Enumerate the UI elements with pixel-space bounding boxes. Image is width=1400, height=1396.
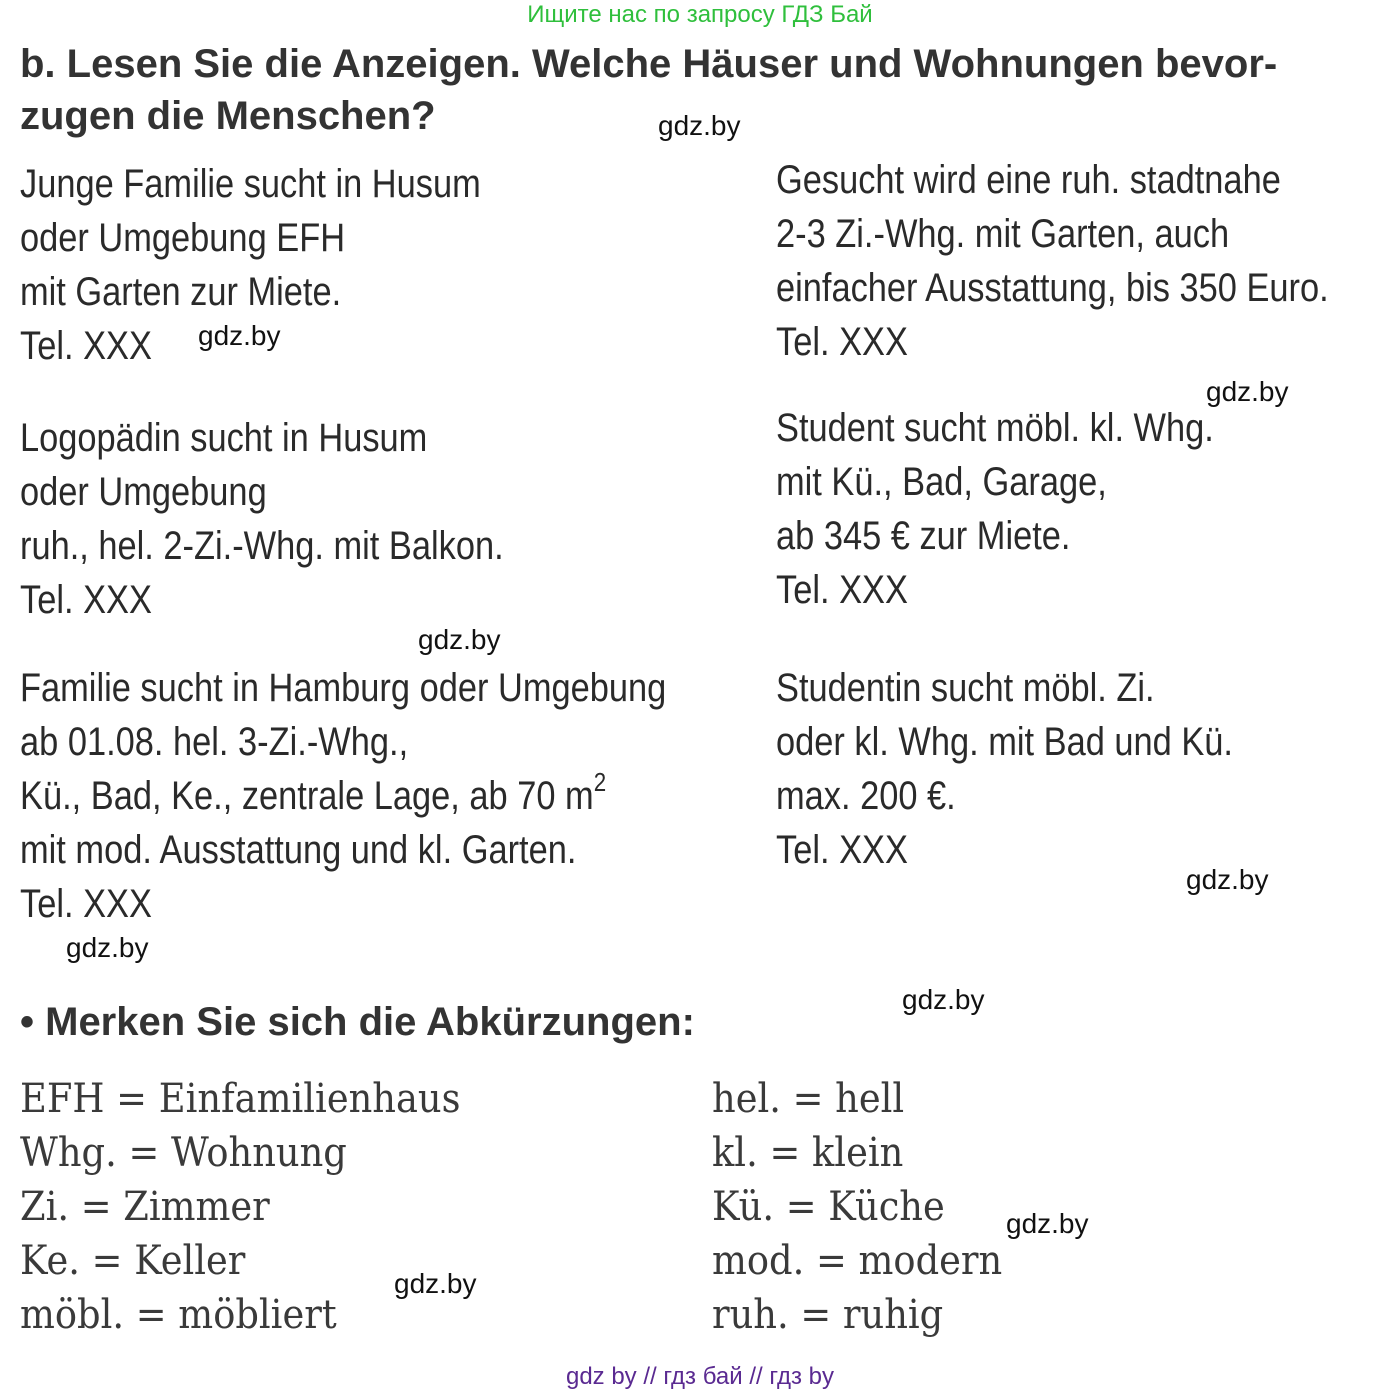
ad-line: oder kl. Whg. mit Bad und Kü. — [776, 720, 1233, 764]
watermark: gdz.by — [658, 110, 741, 141]
ad-line: 2-3 Zi.-Whg. mit Garten, auch — [776, 212, 1230, 256]
watermark: gdz.by — [418, 624, 501, 655]
abbreviation-item: hel. = hell — [712, 1076, 905, 1122]
watermark: gdz.by — [902, 984, 985, 1015]
ad-line: ab 345 € zur Miete. — [776, 514, 1071, 558]
abbreviations-left — [20, 1072, 461, 1342]
abbreviation-item: ruh. = ruhig — [712, 1292, 944, 1338]
watermark: gdz.by — [1006, 1208, 1089, 1239]
abbreviations-right — [712, 1072, 1002, 1342]
ad-line: Gesucht wird eine ruh. stadtnahe — [776, 158, 1281, 202]
abbreviation-item: Whg. = Wohnung — [20, 1130, 347, 1176]
abbreviation-item: möbl. = möbliert — [20, 1292, 337, 1338]
ad-female-student — [776, 661, 1233, 877]
ad-line: mit mod. Ausstattung und kl. Garten. — [20, 828, 577, 872]
ad-line: ab 01.08. hel. 3-Zi.-Whg., — [20, 720, 409, 764]
abbreviation-item: EFH = Einfamilienhaus — [20, 1076, 461, 1122]
ad-line: max. 200 €. — [776, 774, 956, 818]
ad-speech-therapist — [20, 411, 504, 627]
heading-line-1: b. Lesen Sie die Anzeigen. Welche Häuser und Wohnungen bevor- — [20, 42, 1278, 86]
ad-line: Studentin sucht möbl. Zi. — [776, 666, 1155, 710]
footer-links: gdz by // гдз бай // гдз by — [565, 1363, 835, 1390]
ad-line: Junge Familie sucht in Husum — [20, 162, 481, 206]
ad-wanted-flat — [776, 153, 1329, 369]
ad-line: Tel. XXX — [20, 882, 152, 926]
ad-line: mit Garten zur Miete. — [20, 270, 342, 314]
ad-line: Tel. XXX — [20, 578, 152, 622]
ad-line: Tel. XXX — [20, 324, 152, 368]
abbreviation-item: kl. = klein — [712, 1130, 904, 1176]
ad-line: Tel. XXX — [776, 828, 908, 872]
search-banner: Ищите нас по запросу ГДЗ Бай — [527, 1, 873, 28]
ad-line: oder Umgebung — [20, 470, 267, 514]
ad-line: Logopädin sucht in Husum — [20, 416, 428, 460]
ad-family-hamburg — [20, 661, 666, 931]
ad-line: ruh., hel. 2-Zi.-Whg. mit Balkon. — [20, 524, 504, 568]
superscript-2: 2 — [593, 767, 607, 797]
ad-line: einfacher Ausstattung, bis 350 Euro. — [776, 266, 1329, 310]
ad-line: Tel. XXX — [776, 568, 908, 612]
watermark: gdz.by — [1186, 864, 1269, 895]
abbreviation-item: Kü. = Küche — [712, 1184, 945, 1230]
watermark: gdz.by — [66, 932, 149, 963]
ad-line: mit Kü., Bad, Garage, — [776, 460, 1107, 504]
abbreviations-heading: • Merken Sie sich die Abkürzungen: — [20, 1000, 695, 1044]
watermark: gdz.by — [394, 1268, 477, 1299]
ad-line: oder Umgebung EFH — [20, 216, 346, 260]
ad-line: Tel. XXX — [776, 320, 908, 364]
ad-line: Student sucht möbl. kl. Whg. — [776, 406, 1214, 450]
abbreviation-item: Ke. = Keller — [20, 1238, 246, 1284]
heading-line-2: zugen die Menschen? — [20, 94, 436, 138]
ad-line: Familie sucht in Hamburg oder Umgebung — [20, 666, 667, 710]
watermark: gdz.by — [198, 320, 281, 351]
watermark: gdz.by — [1206, 376, 1289, 407]
abbreviation-item: Zi. = Zimmer — [20, 1184, 270, 1230]
ad-line-text: Kü., Bad, Ke., zentrale Lage, ab 70 m — [20, 774, 594, 818]
ad-line — [20, 769, 666, 823]
ad-student — [776, 401, 1214, 617]
abbreviation-item: mod. = modern — [712, 1238, 1003, 1284]
